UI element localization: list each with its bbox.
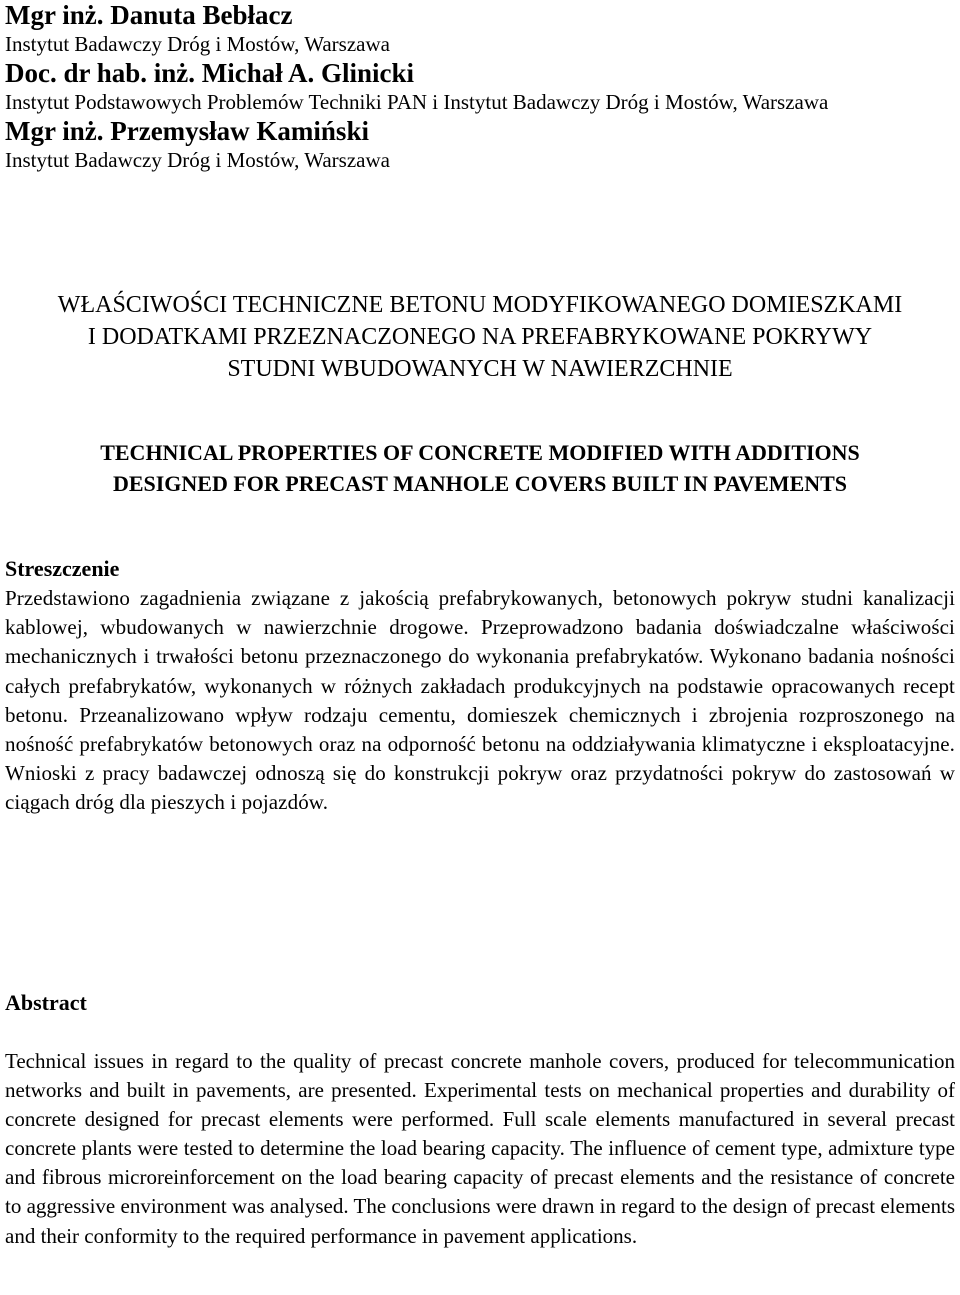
title-polish-line: STUDNI WBUDOWANYCH W NAWIERZCHNIE [227, 356, 733, 382]
title-polish [5, 289, 955, 385]
authors-block [5, 0, 955, 174]
title-english-line: DESIGNED FOR PRECAST MANHOLE COVERS BUILT IN PAVEMENTS [112, 471, 848, 496]
author-affiliation: Instytut Badawczy Dróg i Mostów, Warszawa [5, 148, 390, 172]
abstract-section [5, 986, 955, 1251]
streszczenie-section [5, 554, 955, 818]
abstract-text: Technical issues in regard to the quality of precast concrete manhole covers, produced for telecommunication networks and built in pavements, are presented. Experimental tests on mechanical properties and durability of concrete designed for precast elements were performed. Full scale elements manufactured in several precast concrete plants were tested to determine the load bearing capacity. The influence of cement type, admixture type and fibrous microreinforcement on the load bearing capacity of precast elements and the resistance of concrete to aggressive environment was analysed. The conclusions were drawn in regard to the design of precast elements and their conformity to the required performance in pavement applications. [5, 1049, 955, 1248]
title-english [5, 437, 955, 499]
author-name: Doc. dr hab. inż. Michał A. Glinicki [5, 58, 415, 88]
title-polish-line: WŁAŚCIWOŚCI TECHNICZNE BETONU MODYFIKOWANEGO DOMIESZKAMI [57, 292, 903, 318]
author-affiliation: Instytut Podstawowych Problemów Techniki PAN i Instytut Badawczy Dróg i Mostów, Warszawa [5, 90, 829, 114]
author-name: Mgr inż. Danuta Bebłacz [5, 0, 293, 30]
title-polish-line: I DODATKAMI PRZEZNACZONEGO NA PREFABRYKOWANE POKRYWY [87, 324, 873, 350]
streszczenie-text: Przedstawiono zagadnienia związane z jakością prefabrykowanych, betonowych pokryw studni kanalizacji kablowej, wbudowanych w nawierzchnie drogowe. Przeprowadzono badania doświadczalne właściwości mechanicznych i trwałości betonu przeznaczonego do wykonania prefabrykatów. Wykonano badania nośności całych prefabrykatów, wykonanych w różnych zakładach produkcyjnych na podstawie opracowanych recept betonu. Przeanalizowano wpływ rodzaju cementu, domieszek chemicznych i zbrojenia rozproszonego na nośność prefabrykatów betonowych oraz na odporność betonu na oddziaływania klimatyczne i eksploatacyjne. Wnioski z pracy badawczej odnoszą się do konstrukcji pokryw oraz przydatności pokryw do zastosowań w ciągach dróg dla pieszych i pojazdów. [5, 586, 955, 815]
paper-page [5, 0, 955, 1248]
author-affiliation: Instytut Badawczy Dróg i Mostów, Warszawa [5, 32, 390, 56]
title-english-line: TECHNICAL PROPERTIES OF CONCRETE MODIFIED WITH ADDITIONS [100, 440, 860, 465]
abstract-heading: Abstract [5, 990, 87, 1015]
streszczenie-heading: Streszczenie [5, 556, 120, 581]
author-name: Mgr inż. Przemysław Kamiński [5, 116, 369, 146]
